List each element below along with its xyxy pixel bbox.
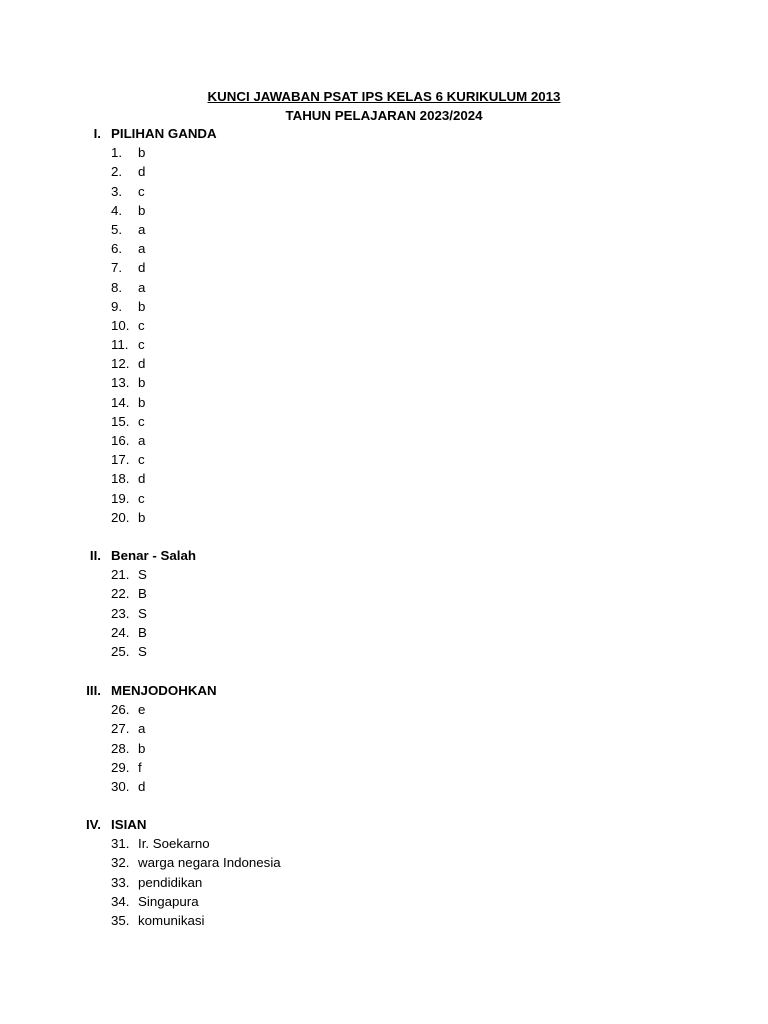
- list-item: [0, 431, 768, 450]
- list-item: [0, 489, 768, 508]
- answer-text: a: [138, 241, 146, 257]
- answer-text: a: [138, 721, 146, 737]
- question-number: 31.: [111, 836, 130, 852]
- list-item: [0, 316, 768, 335]
- answer-text: d: [138, 260, 146, 276]
- list-item: [0, 258, 768, 277]
- section-2: [0, 546, 768, 661]
- question-number: 20.: [111, 509, 130, 525]
- list-item: [0, 469, 768, 488]
- answer-text: B: [138, 586, 147, 602]
- question-number: 16.: [111, 433, 130, 448]
- answer-text: b: [138, 394, 146, 410]
- section-title: MENJODOHKAN: [111, 683, 217, 698]
- question-number: 11.: [111, 337, 129, 353]
- question-number: 9.: [111, 298, 123, 314]
- section-title: Benar - Salah: [111, 548, 196, 563]
- list-item: [0, 239, 768, 258]
- list-item: [0, 892, 768, 911]
- section-3: [0, 681, 768, 796]
- question-number: 27.: [111, 721, 130, 737]
- section-4: [0, 815, 768, 930]
- question-number: 13.: [111, 375, 130, 391]
- question-number: 1.: [111, 145, 123, 161]
- question-number: 21.: [111, 567, 130, 583]
- answer-text: a: [138, 433, 146, 448]
- answer-text: b: [138, 375, 146, 391]
- list-item: [0, 834, 768, 853]
- question-number: 28.: [111, 740, 130, 756]
- question-number: 18.: [111, 471, 130, 487]
- list-item: [0, 623, 768, 642]
- list-item: [0, 412, 768, 431]
- question-number: 17.: [111, 452, 130, 468]
- answer-text: komunikasi: [138, 912, 205, 928]
- question-number: 12.: [111, 356, 130, 372]
- list-item: [0, 201, 768, 220]
- list-item: [0, 604, 768, 623]
- answer-text: d: [138, 164, 146, 180]
- section-title: ISIAN: [111, 817, 147, 832]
- answer-text: a: [138, 279, 146, 295]
- answer-text: b: [138, 145, 146, 161]
- question-number: 33.: [111, 874, 130, 890]
- answer-text: pendidikan: [138, 874, 203, 890]
- section-number: IV.: [85, 817, 101, 832]
- answer-text: e: [138, 702, 146, 718]
- question-number: 22.: [111, 586, 130, 602]
- list-item: [0, 911, 768, 930]
- question-number: 34.: [111, 893, 130, 909]
- list-item: [0, 739, 768, 758]
- answer-text: d: [138, 471, 146, 487]
- answer-text: Singapura: [138, 893, 199, 909]
- answer-text: S: [138, 605, 147, 621]
- answer-text: B: [138, 624, 147, 640]
- question-number: 15.: [111, 413, 130, 429]
- question-number: 10.: [111, 317, 130, 333]
- question-number: 35.: [111, 912, 130, 928]
- answer-text: c: [138, 337, 145, 353]
- question-number: 3.: [111, 183, 123, 199]
- answer-text: c: [138, 490, 145, 506]
- section-1: [0, 124, 768, 527]
- answer-text: b: [138, 740, 146, 756]
- list-item: [0, 162, 768, 181]
- answer-text: c: [138, 452, 145, 468]
- document-subtitle: TAHUN PELAJARAN 2023/2024: [285, 108, 483, 123]
- list-item: [0, 777, 768, 796]
- question-number: 25.: [111, 643, 130, 659]
- list-item: [0, 297, 768, 316]
- question-number: 23.: [111, 605, 130, 621]
- list-item: [0, 278, 768, 297]
- question-number: 30.: [111, 778, 130, 794]
- question-number: 32.: [111, 855, 130, 871]
- question-number: 19.: [111, 490, 130, 506]
- list-item: [0, 508, 768, 527]
- answer-text: d: [138, 356, 146, 372]
- section-heading: [0, 681, 768, 700]
- list-item: [0, 220, 768, 239]
- answer-text: d: [138, 778, 146, 794]
- list-item: [0, 143, 768, 162]
- section-heading: [0, 546, 768, 565]
- list-item: [0, 873, 768, 892]
- list-item: [0, 335, 768, 354]
- section-heading: [0, 815, 768, 834]
- question-number: 7.: [111, 260, 123, 276]
- question-number: 5.: [111, 221, 123, 237]
- answer-text: warga negara Indonesia: [138, 855, 281, 871]
- answer-text: c: [138, 183, 145, 199]
- section-heading: [0, 124, 768, 143]
- list-item: [0, 642, 768, 661]
- answer-text: b: [138, 509, 146, 525]
- section-number: III.: [86, 683, 101, 698]
- answer-text: a: [138, 221, 146, 237]
- question-number: 8.: [111, 279, 123, 295]
- section-number: II.: [89, 548, 101, 563]
- question-number: 26.: [111, 702, 130, 718]
- question-number: 29.: [111, 759, 130, 775]
- list-item: [0, 393, 768, 412]
- question-number: 4.: [111, 202, 123, 218]
- list-item: [0, 565, 768, 584]
- document-title: KUNCI JAWABAN PSAT IPS KELAS 6 KURIKULUM 2013: [207, 89, 561, 104]
- answer-text: Ir. Soekarno: [138, 836, 210, 852]
- list-item: [0, 182, 768, 201]
- answer-text: S: [138, 643, 147, 659]
- list-item: [0, 719, 768, 738]
- answer-text: c: [138, 317, 145, 333]
- list-item: [0, 354, 768, 373]
- question-number: 6.: [111, 241, 123, 257]
- answer-text: b: [138, 298, 146, 314]
- list-item: [0, 584, 768, 603]
- answer-text: S: [138, 567, 147, 583]
- section-number: I.: [93, 126, 101, 141]
- answer-text: f: [138, 759, 142, 775]
- list-item: [0, 853, 768, 872]
- question-number: 24.: [111, 624, 130, 640]
- question-number: 14.: [111, 394, 130, 410]
- answer-text: b: [138, 202, 146, 218]
- answer-text: c: [138, 413, 145, 429]
- list-item: [0, 450, 768, 469]
- question-number: 2.: [111, 164, 123, 180]
- list-item: [0, 700, 768, 719]
- list-item: [0, 758, 768, 777]
- list-item: [0, 373, 768, 392]
- section-title: PILIHAN GANDA: [111, 126, 217, 141]
